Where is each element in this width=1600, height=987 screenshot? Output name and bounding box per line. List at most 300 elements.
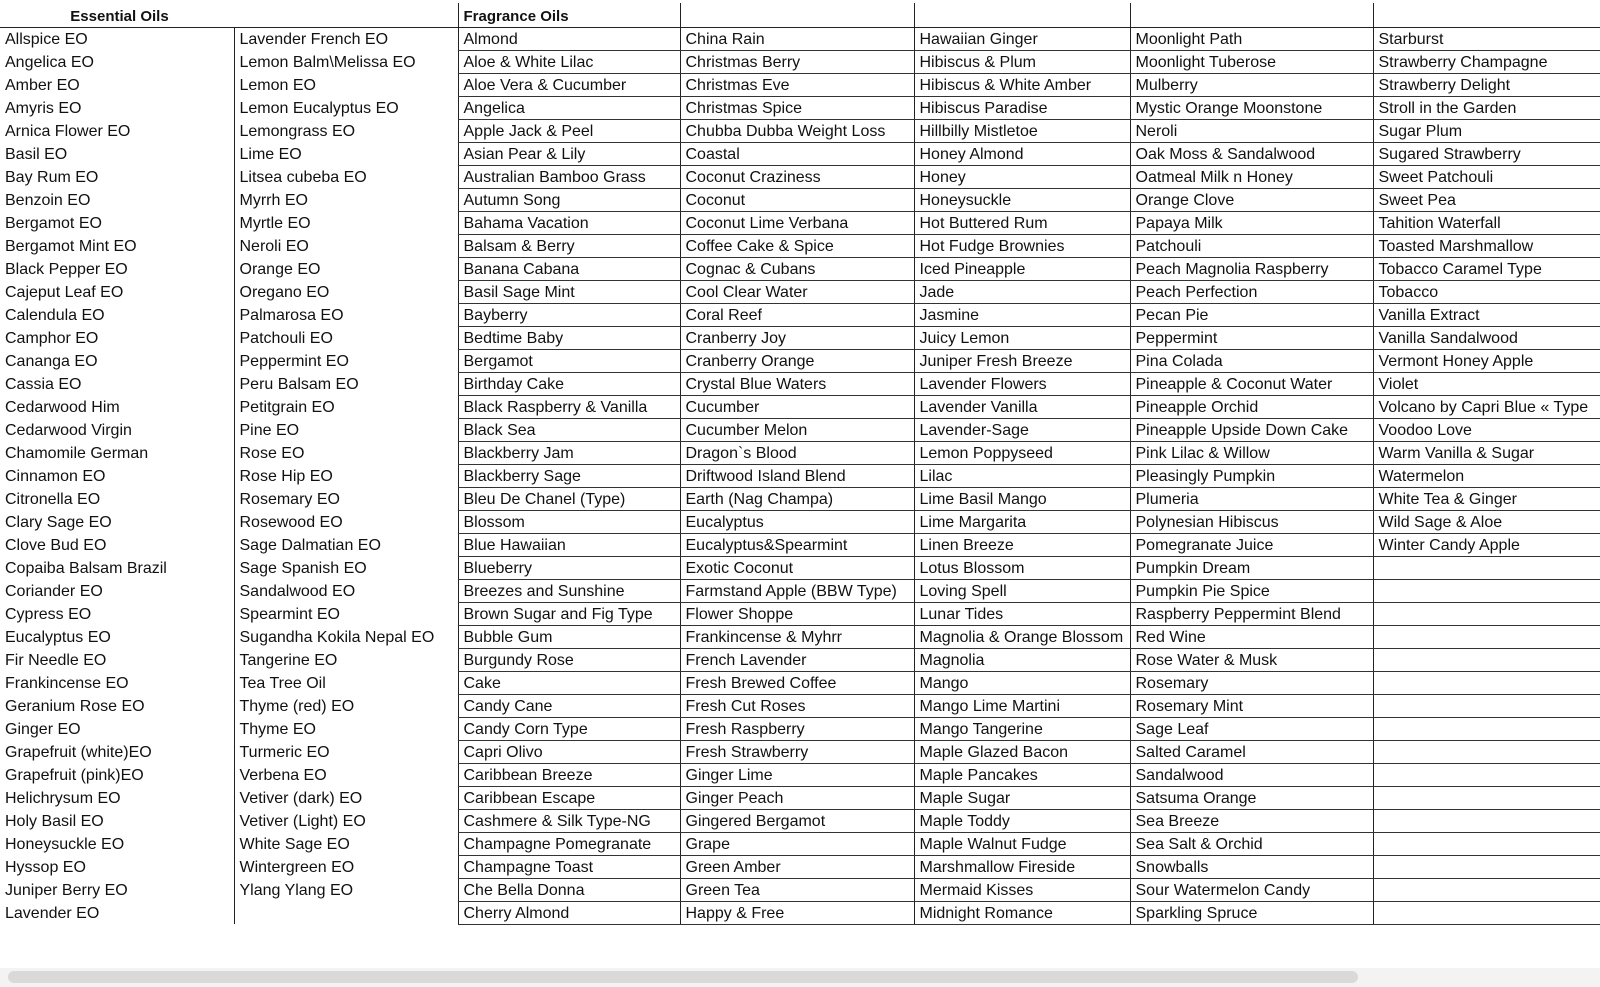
- fragrance-oil-cell[interactable]: Sea Breeze: [1130, 809, 1373, 832]
- essential-oil-cell[interactable]: Peru Balsam EO: [234, 372, 458, 395]
- essential-oil-cell[interactable]: Clary Sage EO: [5, 514, 112, 531]
- fragrance-oil-cell[interactable]: [1373, 556, 1600, 579]
- fragrance-oil-cell[interactable]: Bedtime Baby: [458, 326, 680, 349]
- table-row: [0, 142, 1600, 165]
- fragrance-oil-cell[interactable]: Bleu De Chanel (Type): [458, 487, 680, 510]
- fragrance-oil-cell[interactable]: Polynesian Hibiscus: [1130, 510, 1373, 533]
- fragrance-oil-cell[interactable]: Honey Almond: [914, 142, 1130, 165]
- essential-oil-cell[interactable]: Lavender French EO: [234, 27, 458, 50]
- fragrance-oil-cell[interactable]: Black Raspberry & Vanilla: [458, 395, 680, 418]
- table-row: [0, 165, 1600, 188]
- essential-oil-cell[interactable]: Spearmint EO: [234, 602, 458, 625]
- fragrance-oil-cell[interactable]: [1373, 832, 1600, 855]
- fragrance-oil-cell[interactable]: Angelica: [458, 96, 680, 119]
- essential-oil-cell[interactable]: Bay Rum EO: [5, 169, 99, 186]
- fragrance-oil-cell[interactable]: Lotus Blossom: [914, 556, 1130, 579]
- fragrance-oil-cell[interactable]: Candy Cane: [458, 694, 680, 717]
- fragrance-oil-cell[interactable]: Pumpkin Pie Spice: [1130, 579, 1373, 602]
- fragrance-oil-cell[interactable]: White Tea & Ginger: [1373, 487, 1600, 510]
- fragrance-oil-cell[interactable]: Apple Jack & Peel: [458, 119, 680, 142]
- fragrance-oil-cell[interactable]: Burgundy Rose: [458, 648, 680, 671]
- fragrance-oil-cell[interactable]: Cherry Almond: [458, 901, 680, 924]
- fragrance-oil-cell[interactable]: Cranberry Joy: [680, 326, 914, 349]
- fragrance-oil-cell[interactable]: Lavender Flowers: [914, 372, 1130, 395]
- fragrance-oil-cell[interactable]: Blossom: [458, 510, 680, 533]
- fragrance-oil-cell[interactable]: Starburst: [1373, 27, 1600, 50]
- essential-oil-cell[interactable]: Tea Tree Oil: [234, 671, 458, 694]
- fragrance-oil-cell[interactable]: Autumn Song: [458, 188, 680, 211]
- fragrance-oil-cell[interactable]: Driftwood Island Blend: [680, 464, 914, 487]
- scrollbar-thumb[interactable]: [8, 971, 1358, 983]
- fragrance-oil-cell[interactable]: Iced Pineapple: [914, 257, 1130, 280]
- essential-oil-cell[interactable]: Cassia EO: [5, 376, 82, 393]
- essential-oil-cell[interactable]: Allspice EO: [5, 31, 88, 48]
- fragrance-oil-cell[interactable]: Eucalyptus&Spearmint: [680, 533, 914, 556]
- essential-oil-cell[interactable]: Lime EO: [234, 142, 458, 165]
- essential-oils-header[interactable]: Essential Oils: [0, 3, 234, 27]
- fragrance-oil-cell[interactable]: Tahition Waterfall: [1373, 211, 1600, 234]
- fragrance-oil-cell[interactable]: Juniper Fresh Breeze: [914, 349, 1130, 372]
- fragrance-oil-cell[interactable]: Sweet Patchouli: [1373, 165, 1600, 188]
- fragrance-oil-cell[interactable]: Pineapple Upside Down Cake: [1130, 418, 1373, 441]
- table-row: [0, 27, 1600, 50]
- essential-oil-cell[interactable]: Hyssop EO: [5, 859, 86, 876]
- fragrance-oil-cell[interactable]: Brown Sugar and Fig Type: [458, 602, 680, 625]
- fragrance-oil-cell[interactable]: Linen Breeze: [914, 533, 1130, 556]
- fragrance-oil-cell[interactable]: Christmas Eve: [680, 73, 914, 96]
- fragrance-oil-cell[interactable]: Rose Water & Musk: [1130, 648, 1373, 671]
- fragrance-oil-cell[interactable]: Fresh Cut Roses: [680, 694, 914, 717]
- essential-oil-cell[interactable]: Neroli EO: [234, 234, 458, 257]
- fragrance-oil-cell[interactable]: Caribbean Escape: [458, 786, 680, 809]
- fragrance-oil-cell[interactable]: Christmas Spice: [680, 96, 914, 119]
- essential-oil-cell[interactable]: Cypress EO: [5, 606, 92, 623]
- table-row: [0, 50, 1600, 73]
- essential-oil-cell[interactable]: Bergamot EO: [5, 215, 102, 232]
- fragrance-oil-cell[interactable]: Lavender Vanilla: [914, 395, 1130, 418]
- fragrance-oil-cell[interactable]: Pumpkin Dream: [1130, 556, 1373, 579]
- fragrance-oil-cell[interactable]: Moonlight Tuberose: [1130, 50, 1373, 73]
- horizontal-scrollbar[interactable]: [0, 968, 1600, 987]
- fragrance-oil-cell[interactable]: Grape: [680, 832, 914, 855]
- essential-oil-cell[interactable]: Rose EO: [234, 441, 458, 464]
- fragrance-oil-cell[interactable]: Bahama Vacation: [458, 211, 680, 234]
- essential-oil-cell[interactable]: Lemon Eucalyptus EO: [234, 96, 458, 119]
- fragrance-oil-cell[interactable]: Ginger Lime: [680, 763, 914, 786]
- essential-oil-cell[interactable]: Patchouli EO: [234, 326, 458, 349]
- essential-oil-cell[interactable]: Rosewood EO: [234, 510, 458, 533]
- essential-oil-cell[interactable]: Lavender EO: [5, 905, 100, 922]
- fragrance-oil-cell[interactable]: Snowballs: [1130, 855, 1373, 878]
- fragrance-oil-cell[interactable]: Toasted Marshmallow: [1373, 234, 1600, 257]
- essential-oil-cell[interactable]: Camphor EO: [5, 330, 99, 347]
- essential-oil-cell[interactable]: Grapefruit (pink)EO: [5, 767, 144, 784]
- fragrance-oil-cell[interactable]: Balsam & Berry: [458, 234, 680, 257]
- fragrance-oil-cell[interactable]: Green Amber: [680, 855, 914, 878]
- fragrance-oil-cell[interactable]: Fresh Brewed Coffee: [680, 671, 914, 694]
- fragrance-oil-cell[interactable]: [1373, 602, 1600, 625]
- fragrance-oil-cell[interactable]: Watermelon: [1373, 464, 1600, 487]
- fragrance-oil-cell[interactable]: Candy Corn Type: [458, 717, 680, 740]
- essential-oil-cell[interactable]: Juniper Berry EO: [5, 882, 128, 899]
- essential-oil-cell[interactable]: Citronella EO: [5, 491, 101, 508]
- fragrance-oil-cell[interactable]: Blackberry Sage: [458, 464, 680, 487]
- fragrance-oil-cell[interactable]: Sparkling Spruce: [1130, 901, 1373, 924]
- fragrance-oil-cell[interactable]: Patchouli: [1130, 234, 1373, 257]
- table-row: [0, 487, 1600, 510]
- essential-oil-cell[interactable]: Tangerine EO: [234, 648, 458, 671]
- header-cell-empty[interactable]: [914, 3, 1130, 27]
- fragrance-oil-cell[interactable]: Aloe & White Lilac: [458, 50, 680, 73]
- fragrance-oil-cell[interactable]: Bayberry: [458, 303, 680, 326]
- fragrance-oil-cell[interactable]: Coastal: [680, 142, 914, 165]
- fragrance-oil-cell[interactable]: [1373, 786, 1600, 809]
- fragrance-oil-cell[interactable]: Lime Basil Mango: [914, 487, 1130, 510]
- fragrance-oil-cell[interactable]: Hibiscus Paradise: [914, 96, 1130, 119]
- fragrance-oil-cell[interactable]: [1373, 809, 1600, 832]
- essential-oil-cell[interactable]: [234, 901, 458, 924]
- essential-oil-cell[interactable]: Rosemary EO: [234, 487, 458, 510]
- fragrance-oil-cell[interactable]: Rosemary Mint: [1130, 694, 1373, 717]
- fragrance-oil-cell[interactable]: Plumeria: [1130, 487, 1373, 510]
- essential-oil-cell[interactable]: Holy Basil EO: [5, 813, 104, 830]
- fragrance-oil-cell[interactable]: Blackberry Jam: [458, 441, 680, 464]
- fragrance-oil-cell[interactable]: Coffee Cake & Spice: [680, 234, 914, 257]
- fragrance-oil-cell[interactable]: Maple Glazed Bacon: [914, 740, 1130, 763]
- fragrance-oil-cell[interactable]: Hot Fudge Brownies: [914, 234, 1130, 257]
- essential-oil-cell[interactable]: Cinnamon EO: [5, 468, 106, 485]
- essential-oil-cell[interactable]: Amber EO: [5, 77, 80, 94]
- fragrance-oil-cell[interactable]: Happy & Free: [680, 901, 914, 924]
- essential-oil-cell[interactable]: Petitgrain EO: [234, 395, 458, 418]
- fragrance-oil-cell[interactable]: Jasmine: [914, 303, 1130, 326]
- fragrance-oil-cell[interactable]: Winter Candy Apple: [1373, 533, 1600, 556]
- fragrance-oil-cell[interactable]: Jade: [914, 280, 1130, 303]
- fragrance-oil-cell[interactable]: Peach Perfection: [1130, 280, 1373, 303]
- essential-oil-cell[interactable]: Copaiba Balsam Brazil: [5, 560, 167, 577]
- fragrance-oil-cell[interactable]: Mango Lime Martini: [914, 694, 1130, 717]
- fragrance-oil-cell[interactable]: [1373, 579, 1600, 602]
- fragrance-oil-cell[interactable]: Stroll in the Garden: [1373, 96, 1600, 119]
- fragrance-oil-cell[interactable]: Fresh Raspberry: [680, 717, 914, 740]
- fragrance-oil-cell[interactable]: Cucumber Melon: [680, 418, 914, 441]
- fragrance-oil-cell[interactable]: Mystic Orange Moonstone: [1130, 96, 1373, 119]
- essential-oil-cell[interactable]: Cedarwood Virgin: [5, 422, 132, 439]
- fragrance-oil-cell[interactable]: Frankincense & Myhrr: [680, 625, 914, 648]
- fragrance-oil-cell[interactable]: Ginger Peach: [680, 786, 914, 809]
- fragrance-oil-cell[interactable]: Oatmeal Milk n Honey: [1130, 165, 1373, 188]
- table-row: [0, 441, 1600, 464]
- fragrance-oil-cell[interactable]: Crystal Blue Waters: [680, 372, 914, 395]
- fragrance-oil-cell[interactable]: [1373, 763, 1600, 786]
- fragrance-oil-cell[interactable]: Pineapple & Coconut Water: [1130, 372, 1373, 395]
- fragrance-oil-cell[interactable]: Pecan Pie: [1130, 303, 1373, 326]
- fragrance-oil-cell[interactable]: Capri Olivo: [458, 740, 680, 763]
- fragrance-oil-cell[interactable]: Cake: [458, 671, 680, 694]
- essential-oil-cell[interactable]: Turmeric EO: [234, 740, 458, 763]
- table-row: [0, 763, 1600, 786]
- fragrance-oil-cell[interactable]: Violet: [1373, 372, 1600, 395]
- fragrance-oil-cell[interactable]: [1373, 625, 1600, 648]
- fragrance-oil-cell[interactable]: Honeysuckle: [914, 188, 1130, 211]
- fragrance-oil-cell[interactable]: Green Tea: [680, 878, 914, 901]
- table-row: [0, 372, 1600, 395]
- fragrance-oil-cell[interactable]: Dragon`s Blood: [680, 441, 914, 464]
- essential-oil-cell[interactable]: Helichrysum EO: [5, 790, 121, 807]
- fragrance-oil-cell[interactable]: Moonlight Path: [1130, 27, 1373, 50]
- essential-oil-cell[interactable]: Grapefruit (white)EO: [5, 744, 152, 761]
- essential-oil-cell[interactable]: Black Pepper EO: [5, 261, 128, 278]
- fragrance-oil-cell[interactable]: Maple Toddy: [914, 809, 1130, 832]
- essential-oil-cell[interactable]: Sage Dalmatian EO: [234, 533, 458, 556]
- fragrance-oil-cell[interactable]: Cognac & Cubans: [680, 257, 914, 280]
- table-row: [0, 648, 1600, 671]
- fragrance-oil-cell[interactable]: Birthday Cake: [458, 372, 680, 395]
- fragrance-oil-cell[interactable]: Hibiscus & Plum: [914, 50, 1130, 73]
- fragrance-oil-cell[interactable]: Basil Sage Mint: [458, 280, 680, 303]
- essential-oil-cell[interactable]: Calendula EO: [5, 307, 105, 324]
- fragrance-oil-cell[interactable]: Champagne Toast: [458, 855, 680, 878]
- fragrance-oil-cell[interactable]: [1373, 740, 1600, 763]
- essential-oil-cell[interactable]: Pine EO: [234, 418, 458, 441]
- essential-oil-cell[interactable]: Lemon Balm\Melissa EO: [234, 50, 458, 73]
- fragrance-oil-cell[interactable]: Peach Magnolia Raspberry: [1130, 257, 1373, 280]
- essential-oil-cell[interactable]: Fir Needle EO: [5, 652, 107, 669]
- table-row: [0, 303, 1600, 326]
- essential-oil-cell[interactable]: Oregano EO: [234, 280, 458, 303]
- table-row: [0, 786, 1600, 809]
- fragrance-oil-cell[interactable]: Farmstand Apple (BBW Type): [680, 579, 914, 602]
- header-cell-empty[interactable]: [680, 3, 914, 27]
- fragrance-oil-cell[interactable]: Exotic Coconut: [680, 556, 914, 579]
- essential-oil-cell[interactable]: Frankincense EO: [5, 675, 129, 692]
- fragrance-oil-cell[interactable]: Volcano by Capri Blue « Type: [1373, 395, 1600, 418]
- fragrance-oil-cell[interactable]: Sweet Pea: [1373, 188, 1600, 211]
- fragrance-oil-cell[interactable]: Maple Pancakes: [914, 763, 1130, 786]
- fragrance-oil-cell[interactable]: Pina Colada: [1130, 349, 1373, 372]
- fragrance-oil-cell[interactable]: Wild Sage & Aloe: [1373, 510, 1600, 533]
- fragrance-oil-cell[interactable]: Pineapple Orchid: [1130, 395, 1373, 418]
- essential-oil-cell[interactable]: Clove Bud EO: [5, 537, 107, 554]
- fragrance-oil-cell[interactable]: Peppermint: [1130, 326, 1373, 349]
- fragrance-oil-cell[interactable]: Aloe Vera & Cucumber: [458, 73, 680, 96]
- fragrance-oil-cell[interactable]: Caribbean Breeze: [458, 763, 680, 786]
- fragrance-oil-cell[interactable]: Eucalyptus: [680, 510, 914, 533]
- fragrance-oil-cell[interactable]: Loving Spell: [914, 579, 1130, 602]
- fragrance-oil-cell[interactable]: Midnight Romance: [914, 901, 1130, 924]
- fragrance-oil-cell[interactable]: Chubba Dubba Weight Loss: [680, 119, 914, 142]
- fragrance-oil-cell[interactable]: Strawberry Champagne: [1373, 50, 1600, 73]
- essential-oil-cell[interactable]: Lemon EO: [234, 73, 458, 96]
- fragrance-oil-cell[interactable]: Hawaiian Ginger: [914, 27, 1130, 50]
- essential-oil-cell[interactable]: Honeysuckle EO: [5, 836, 125, 853]
- fragrance-oil-cell[interactable]: Red Wine: [1130, 625, 1373, 648]
- essential-oil-cell[interactable]: Vetiver (Light) EO: [234, 809, 458, 832]
- fragrance-oil-cell[interactable]: Vermont Honey Apple: [1373, 349, 1600, 372]
- essential-oil-cell[interactable]: Angelica EO: [5, 54, 94, 71]
- fragrance-oil-cell[interactable]: [1373, 878, 1600, 901]
- fragrance-oil-cell[interactable]: Cucumber: [680, 395, 914, 418]
- fragrance-oil-cell[interactable]: [1373, 648, 1600, 671]
- fragrance-oil-cell[interactable]: Australian Bamboo Grass: [458, 165, 680, 188]
- essential-oil-cell[interactable]: Lemongrass EO: [234, 119, 458, 142]
- fragrance-oil-cell[interactable]: Pleasingly Pumpkin: [1130, 464, 1373, 487]
- fragrance-oil-cell[interactable]: [1373, 717, 1600, 740]
- essential-oil-cell[interactable]: Verbena EO: [234, 763, 458, 786]
- fragrance-oil-cell[interactable]: Hillbilly Mistletoe: [914, 119, 1130, 142]
- fragrance-oil-cell[interactable]: Mulberry: [1130, 73, 1373, 96]
- fragrance-oil-cell[interactable]: Pink Lilac & Willow: [1130, 441, 1373, 464]
- fragrance-oil-cell[interactable]: Neroli: [1130, 119, 1373, 142]
- fragrance-oil-cell[interactable]: [1373, 855, 1600, 878]
- essential-oil-cell[interactable]: Vetiver (dark) EO: [234, 786, 458, 809]
- fragrance-oil-cell[interactable]: Mango: [914, 671, 1130, 694]
- fragrance-oil-cell[interactable]: Cashmere & Silk Type-NG: [458, 809, 680, 832]
- fragrance-oil-cell[interactable]: Lemon Poppyseed: [914, 441, 1130, 464]
- fragrance-oil-cell[interactable]: Christmas Berry: [680, 50, 914, 73]
- fragrance-oil-cell[interactable]: Gingered Bergamot: [680, 809, 914, 832]
- fragrance-oil-cell[interactable]: Marshmallow Fireside: [914, 855, 1130, 878]
- fragrance-oil-cell[interactable]: Satsuma Orange: [1130, 786, 1373, 809]
- essential-oil-cell[interactable]: Eucalyptus EO: [5, 629, 111, 646]
- essential-oil-cell[interactable]: Wintergreen EO: [234, 855, 458, 878]
- essential-oil-cell[interactable]: Cananga EO: [5, 353, 98, 370]
- fragrance-oil-cell[interactable]: Tobacco Caramel Type: [1373, 257, 1600, 280]
- fragrance-oil-cell[interactable]: Cranberry Orange: [680, 349, 914, 372]
- fragrance-oil-cell[interactable]: Vanilla Sandalwood: [1373, 326, 1600, 349]
- essential-oil-cell[interactable]: Ginger EO: [5, 721, 81, 738]
- fragrance-oil-cell[interactable]: Breezes and Sunshine: [458, 579, 680, 602]
- fragrance-oil-cell[interactable]: Cool Clear Water: [680, 280, 914, 303]
- fragrance-oil-cell[interactable]: Champagne Pomegranate: [458, 832, 680, 855]
- essential-oil-cell[interactable]: Rose Hip EO: [234, 464, 458, 487]
- essential-oil-cell[interactable]: Geranium Rose EO: [5, 698, 145, 715]
- essential-oil-cell[interactable]: Basil EO: [5, 146, 68, 163]
- fragrance-oil-cell[interactable]: Salted Caramel: [1130, 740, 1373, 763]
- fragrance-oil-cell[interactable]: [1373, 901, 1600, 924]
- table-row: [0, 73, 1600, 96]
- table-row: [0, 234, 1600, 257]
- essential-oil-cell[interactable]: Ylang Ylang EO: [234, 878, 458, 901]
- fragrance-oil-cell[interactable]: Black Sea: [458, 418, 680, 441]
- fragrance-oil-cell[interactable]: Sandalwood: [1130, 763, 1373, 786]
- fragrance-oil-cell[interactable]: Oak Moss & Sandalwood: [1130, 142, 1373, 165]
- fragrance-oil-cell[interactable]: Lunar Tides: [914, 602, 1130, 625]
- fragrance-oil-cell[interactable]: Juicy Lemon: [914, 326, 1130, 349]
- table-row: [0, 602, 1600, 625]
- essential-oil-cell[interactable]: Sandalwood EO: [234, 579, 458, 602]
- fragrance-oil-cell[interactable]: [1373, 694, 1600, 717]
- table-row: [0, 418, 1600, 441]
- table-row: [0, 395, 1600, 418]
- table-row: [0, 809, 1600, 832]
- fragrance-oil-cell[interactable]: Lilac: [914, 464, 1130, 487]
- essential-oil-cell[interactable]: Peppermint EO: [234, 349, 458, 372]
- fragrance-oil-cell[interactable]: Mango Tangerine: [914, 717, 1130, 740]
- fragrance-oil-cell[interactable]: Coconut: [680, 188, 914, 211]
- fragrance-oil-cell[interactable]: Pomegranate Juice: [1130, 533, 1373, 556]
- essential-oil-cell[interactable]: Litsea cubeba EO: [234, 165, 458, 188]
- fragrance-oil-cell[interactable]: China Rain: [680, 27, 914, 50]
- essential-oil-cell[interactable]: Bergamot Mint EO: [5, 238, 137, 255]
- fragrance-oil-cell[interactable]: Tobacco: [1373, 280, 1600, 303]
- fragrance-oil-cell[interactable]: Voodoo Love: [1373, 418, 1600, 441]
- fragrance-oil-cell[interactable]: Honey: [914, 165, 1130, 188]
- fragrance-oil-cell[interactable]: Papaya Milk: [1130, 211, 1373, 234]
- fragrance-oil-cell[interactable]: Flower Shoppe: [680, 602, 914, 625]
- fragrance-oil-cell[interactable]: Banana Cabana: [458, 257, 680, 280]
- fragrance-oil-cell[interactable]: Sage Leaf: [1130, 717, 1373, 740]
- fragrance-oil-cell[interactable]: Hibiscus & White Amber: [914, 73, 1130, 96]
- fragrance-oil-cell[interactable]: French Lavender: [680, 648, 914, 671]
- fragrance-oil-cell[interactable]: Lime Margarita: [914, 510, 1130, 533]
- fragrance-oil-cell[interactable]: Sea Salt & Orchid: [1130, 832, 1373, 855]
- essential-oil-cell[interactable]: Sage Spanish EO: [234, 556, 458, 579]
- fragrance-oil-cell[interactable]: Lavender-Sage: [914, 418, 1130, 441]
- fragrance-oil-cell[interactable]: Coconut Craziness: [680, 165, 914, 188]
- essential-oil-cell[interactable]: Palmarosa EO: [234, 303, 458, 326]
- fragrance-oil-cell[interactable]: Rosemary: [1130, 671, 1373, 694]
- fragrance-oil-cell[interactable]: Sour Watermelon Candy: [1130, 878, 1373, 901]
- header-cell-empty[interactable]: [234, 3, 458, 27]
- fragrance-oil-cell[interactable]: Warm Vanilla & Sugar: [1373, 441, 1600, 464]
- fragrance-oil-cell[interactable]: Raspberry Peppermint Blend: [1130, 602, 1373, 625]
- fragrance-oil-cell[interactable]: Almond: [458, 27, 680, 50]
- fragrance-oil-cell[interactable]: Bergamot: [458, 349, 680, 372]
- fragrance-oil-cell[interactable]: Magnolia & Orange Blossom: [914, 625, 1130, 648]
- essential-oil-cell[interactable]: Arnica Flower EO: [5, 123, 131, 140]
- fragrance-oil-cell[interactable]: Bubble Gum: [458, 625, 680, 648]
- fragrance-oil-cell[interactable]: Coconut Lime Verbana: [680, 211, 914, 234]
- fragrance-oil-cell[interactable]: Coral Reef: [680, 303, 914, 326]
- fragrance-oil-cell[interactable]: [1373, 671, 1600, 694]
- fragrance-oil-cell[interactable]: Blueberry: [458, 556, 680, 579]
- fragrance-oil-cell[interactable]: Earth (Nag Champa): [680, 487, 914, 510]
- header-cell-empty[interactable]: [1130, 3, 1373, 27]
- header-cell-empty[interactable]: [1373, 3, 1600, 27]
- essential-oil-cell[interactable]: Benzoin EO: [5, 192, 91, 209]
- essential-oil-cell[interactable]: Myrtle EO: [234, 211, 458, 234]
- fragrance-oil-cell[interactable]: Maple Walnut Fudge: [914, 832, 1130, 855]
- fragrance-oil-cell[interactable]: Strawberry Delight: [1373, 73, 1600, 96]
- essential-oil-cell[interactable]: Thyme EO: [234, 717, 458, 740]
- essential-oil-cell[interactable]: Myrrh EO: [234, 188, 458, 211]
- table-row: [0, 257, 1600, 280]
- fragrance-oil-cell[interactable]: Hot Buttered Rum: [914, 211, 1130, 234]
- fragrance-oil-cell[interactable]: Blue Hawaiian: [458, 533, 680, 556]
- essential-oil-cell[interactable]: White Sage EO: [234, 832, 458, 855]
- essential-oil-cell[interactable]: Sugandha Kokila Nepal EO: [234, 625, 458, 648]
- essential-oil-cell[interactable]: Thyme (red) EO: [234, 694, 458, 717]
- fragrance-oil-cell[interactable]: Orange Clove: [1130, 188, 1373, 211]
- essential-oil-cell[interactable]: Cedarwood Him: [5, 399, 120, 416]
- essential-oil-cell[interactable]: Chamomile German: [5, 445, 149, 462]
- fragrance-oil-cell[interactable]: Maple Sugar: [914, 786, 1130, 809]
- fragrance-oil-cell[interactable]: Sugar Plum: [1373, 119, 1600, 142]
- fragrance-oil-cell[interactable]: Mermaid Kisses: [914, 878, 1130, 901]
- fragrance-oil-cell[interactable]: Sugared Strawberry: [1373, 142, 1600, 165]
- essential-oil-cell[interactable]: Amyris EO: [5, 100, 82, 117]
- essential-oil-cell[interactable]: Orange EO: [234, 257, 458, 280]
- fragrance-oil-cell[interactable]: Che Bella Donna: [458, 878, 680, 901]
- essential-oil-cell[interactable]: Coriander EO: [5, 583, 103, 600]
- fragrance-oil-cell[interactable]: Magnolia: [914, 648, 1130, 671]
- fragrance-oils-header[interactable]: Fragrance Oils: [458, 3, 680, 27]
- essential-oil-cell[interactable]: Cajeput Leaf EO: [5, 284, 124, 301]
- fragrance-oil-cell[interactable]: Vanilla Extract: [1373, 303, 1600, 326]
- fragrance-oil-cell[interactable]: Asian Pear & Lily: [458, 142, 680, 165]
- fragrance-oil-cell[interactable]: Fresh Strawberry: [680, 740, 914, 763]
